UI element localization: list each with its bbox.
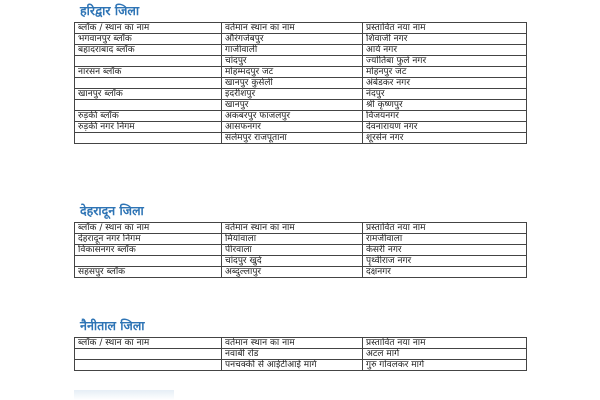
table-row [75,349,527,360]
current-name-cell: सलेमपुर राजपूताना [222,133,363,144]
header-row [75,23,527,34]
current-name-cell: औरंगजेबपुर [222,34,363,45]
header-cell-proposed-name: प्रस्तावित नया नाम [363,338,527,349]
table-row [75,100,527,111]
block-cell: खानपुर ब्लॉक [75,89,222,100]
table-row [75,256,527,267]
block-cell [75,360,222,371]
proposed-name-cell: मोहनपुर जट [363,67,527,78]
proposed-name-cell: रामजीवाला [363,234,527,245]
block-cell: रुड़की नगर निगम [75,122,222,133]
table-row [75,34,527,45]
table-row [75,111,527,122]
proposed-name-cell: अटल मार्ग [363,349,527,360]
current-name-cell: नवाबी रोड [222,349,363,360]
header-row [75,338,527,349]
current-name-cell: अब्दुल्लापुर [222,267,363,278]
dehradun-section [74,203,526,278]
header-cell-proposed-name: प्रस्तावित नया नाम [363,223,527,234]
table-row [75,360,527,371]
block-cell [75,56,222,67]
header-cell-current-name: वर्तमान स्थान का नाम [222,223,363,234]
section-heading: नैनीताल जिला [80,318,145,333]
proposed-name-cell: आर्य नगर [363,45,527,56]
current-name-cell: मोहम्मदपुर जट [222,67,363,78]
current-name-cell: चांदपुर खुर्द [222,256,363,267]
current-name-cell: पीरवाला [222,245,363,256]
block-cell: भगवानपुर ब्लॉक [75,34,222,45]
nainital-section [74,318,526,371]
nainital-table [74,337,527,371]
current-name-cell: अकबरपुर फाजलपुर [222,111,363,122]
proposed-name-cell: शिवाजी नगर [363,34,527,45]
proposed-name-cell: श्री कृष्णपुर [363,100,527,111]
header-cell-proposed-name: प्रस्तावित नया नाम [363,23,527,34]
header-cell-block: ब्लॉक / स्थान का नाम [75,23,222,34]
proposed-name-cell: विजयनगर [363,111,527,122]
block-cell: विकासनगर ब्लॉक [75,245,222,256]
current-name-cell: मियांवाला [222,234,363,245]
block-cell [75,349,222,360]
table-row [75,234,527,245]
proposed-name-cell: पृथ्वीराज नगर [363,256,527,267]
header-cell-current-name: वर्तमान स्थान का नाम [222,338,363,349]
block-cell [75,100,222,111]
block-cell: नारसन ब्लॉक [75,67,222,78]
proposed-name-cell: अंबेडकर नगर [363,78,527,89]
proposed-name-cell: गुरु गोवलकर मार्ग [363,360,527,371]
table-row [75,122,527,133]
proposed-name-cell: ज्योतिबा फुले नगर [363,56,527,67]
current-name-cell: इदरीशपुर [222,89,363,100]
current-name-cell: खानपुर कुर्सली [222,78,363,89]
current-name-cell: गाजीवाली [222,45,363,56]
block-cell: देहरादून नगर निगम [75,234,222,245]
proposed-name-cell: केसरी नगर [363,245,527,256]
proposed-name-cell: दक्षनगर [363,267,527,278]
proposed-name-cell: देवनारायण नगर [363,122,527,133]
table-row [75,67,527,78]
block-cell: सहसपुर ब्लॉक [75,267,222,278]
header-cell-block: ब्लॉक / स्थान का नाम [75,223,222,234]
block-cell [75,256,222,267]
haridwar-table [74,22,527,144]
block-cell: बहादराबाद ब्लॉक [75,45,222,56]
header-cell-current-name: वर्तमान स्थान का नाम [222,23,363,34]
block-cell [75,78,222,89]
table-row [75,56,527,67]
proposed-name-cell: नंदपुर [363,89,527,100]
current-name-cell: खानपुर [222,100,363,111]
table-row [75,78,527,89]
current-name-cell: पनचक्की से आईटीआई मार्ग [222,360,363,371]
header-row [75,223,527,234]
dehradun-table [74,222,527,278]
block-cell [75,133,222,144]
block-cell: रुड़की ब्लॉक [75,111,222,122]
next-section-heading-cutoff [74,390,174,400]
proposed-name-cell: शूरसेन नगर [363,133,527,144]
table-row [75,45,527,56]
table-row [75,89,527,100]
section-heading: हरिद्वार जिला [80,3,140,18]
header-cell-block: ब्लॉक / स्थान का नाम [75,338,222,349]
table-row [75,133,527,144]
current-name-cell: चांदपुर [222,56,363,67]
haridwar-section [74,3,526,144]
section-heading: देहरादून जिला [80,203,144,218]
current-name-cell: आसफनगर [222,122,363,133]
table-row [75,267,527,278]
table-row [75,245,527,256]
